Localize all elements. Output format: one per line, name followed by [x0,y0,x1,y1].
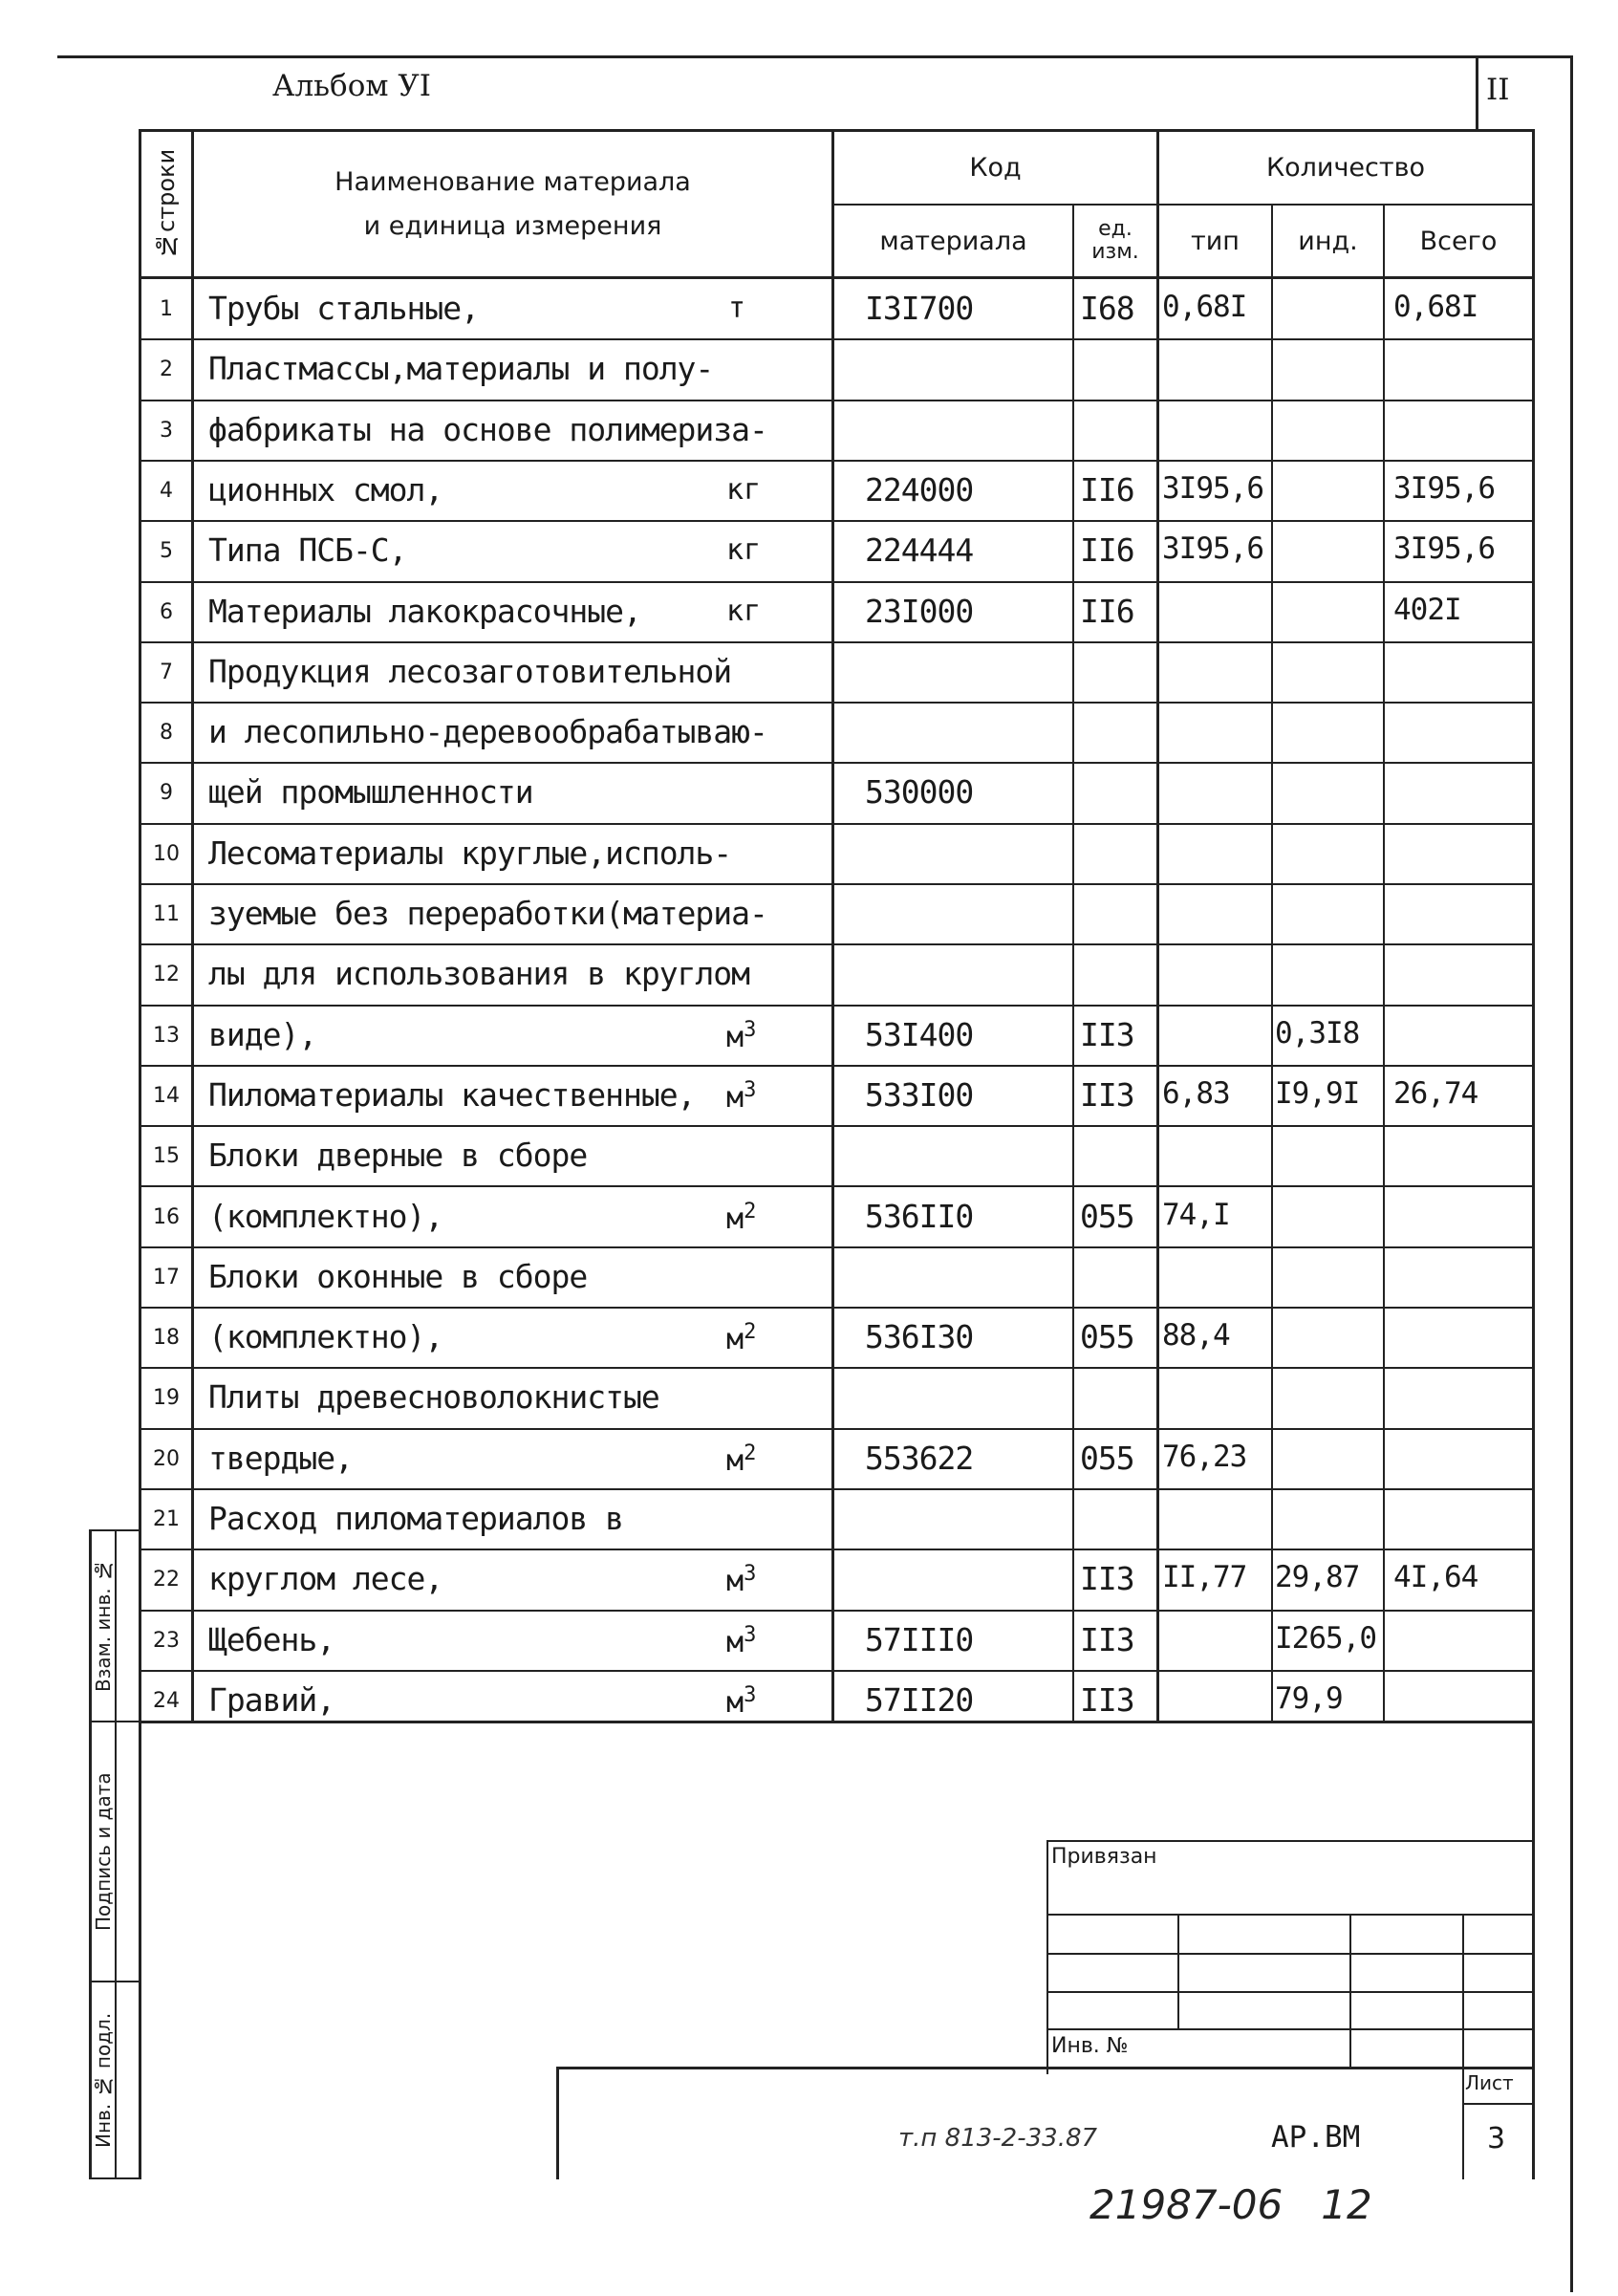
unit-exponent: 2 [744,1200,757,1224]
side-stamp-vzam-inv: Взам. инв. № [92,1559,115,1693]
album-title: Альбом УI [272,69,431,103]
row-divider-line [141,1065,1532,1067]
material-name: Типа ПСБ-С, [208,531,407,569]
row-divider-line [141,702,1532,704]
row-number: 19 [153,1386,180,1410]
privyazan-label: Привязан [1051,1845,1157,1869]
title-block-row-4 [1046,2028,1534,2030]
row-divider-line [141,400,1532,401]
uom-col-line [1072,206,1074,1722]
material-code: 536I30 [865,1318,974,1355]
material-name: виде), [208,1016,317,1053]
row-divider-line [141,1125,1532,1127]
header-qty-group: Количество [1265,153,1426,183]
material-name: Блоки оконные в сборе [208,1258,588,1295]
title-block-col-1 [1177,1914,1179,2028]
row-number: 3 [160,419,173,443]
unit-code: II6 [1080,531,1134,569]
row-number: 22 [153,1568,180,1592]
title-block-left [1046,1840,1048,2074]
material-name: твердые, [208,1440,353,1477]
unit-of-measure [726,595,761,628]
header-code-material: материала [879,226,1027,256]
qty-ind: 0,3I8 [1275,1016,1360,1051]
material-name: Пластмассы,материалы и полу- [208,350,714,387]
row-number: 14 [153,1084,180,1108]
ind-col-line [1271,206,1273,1722]
qty-total: 4I,64 [1393,1560,1478,1594]
material-code: 536II0 [865,1198,974,1235]
material-name: Гравий, [208,1681,335,1719]
row-divider-line [141,460,1532,462]
qty-type: 3I95,6 [1162,471,1263,506]
row-number: 2 [160,357,173,381]
header-code-group: Код [969,153,1022,183]
row-number: 6 [160,600,173,624]
title-block-col-2 [1349,1914,1351,2067]
header-qty-ind: инд. [1298,226,1358,256]
side-stamp-inv-podl: Инв. № подл. [92,2012,115,2148]
title-block-row-1 [1046,1914,1534,1916]
qty-total: 3I95,6 [1393,531,1495,566]
row-number: 7 [160,661,173,684]
unit-exponent: 2 [744,1320,757,1344]
material-name: Продукция лесозаготовительной [208,653,732,690]
footer-handwritten-number: 21987-06 12 [1089,2181,1372,2228]
unit-code: II6 [1080,471,1134,509]
row-number: 5 [160,539,173,563]
qty-type: 76,23 [1162,1440,1247,1474]
title-block-row-2 [1046,1953,1534,1955]
row-number: 16 [153,1205,180,1229]
inv-no-label: Инв. № [1051,2034,1129,2058]
unit-symbol: м [726,1323,744,1356]
unit-of-measure [726,1320,756,1356]
side-stamp-podpis-data: Подпись и дата [92,1772,115,1931]
unit-of-measure [726,473,761,507]
unit-of-measure [726,1441,756,1478]
unit-of-measure [726,1078,756,1115]
unit-of-measure [726,1018,756,1054]
unit-code: II3 [1080,1560,1134,1597]
unit-code: II3 [1080,1076,1134,1114]
qty-type: 74,I [1162,1198,1230,1232]
sheet-number-top: II [1486,73,1510,107]
material-name: Лесоматериалы круглые,исполь- [208,834,732,872]
table-bottom-line [139,1721,1535,1723]
row-divider-line [141,883,1532,885]
qty-type: 88,4 [1162,1318,1230,1353]
row-number: 15 [153,1144,180,1168]
list-label: Лист [1465,2071,1514,2094]
row-divider-line [141,762,1532,764]
row-number: 4 [160,479,173,503]
qty-total: 3I95,6 [1393,471,1495,506]
row-divider-line [141,520,1532,522]
doc-code: АР.ВМ [1271,2120,1361,2155]
header-row-number: №строки [153,148,180,260]
row-divider-line [141,1367,1532,1369]
material-name: зуемые без переработки(материа- [208,895,767,932]
row-number: 21 [153,1507,180,1531]
row-number: 10 [153,842,180,866]
header-qty-type: тип [1191,226,1240,256]
unit-symbol: т [728,292,746,325]
unit-of-measure [726,1200,756,1236]
side-stamp-inner-left [115,1529,117,2179]
unit-symbol: м [726,1686,744,1720]
material-name: круглом лесе, [208,1560,443,1597]
title-block-col-3 [1462,1914,1464,2179]
table-right-line [1532,129,1535,2179]
material-name: (комплектно), [208,1198,443,1235]
unit-symbol: кг [726,595,762,628]
material-name: Материалы лакокрасочные, [208,593,641,630]
row-number: 11 [153,902,180,926]
right-outer-line [1570,55,1573,2292]
row-number: 18 [153,1326,180,1350]
doc-code-handwritten: т.п 813-2-33.87 [898,2124,1098,2153]
unit-exponent: 3 [744,1018,757,1042]
unit-code: II3 [1080,1621,1134,1658]
unit-code: 055 [1080,1440,1134,1477]
row-divider-line [141,1670,1532,1672]
header-code-unit: ед. изм. [1091,217,1139,264]
row-number: 23 [153,1629,180,1653]
unit-symbol: м [726,1202,744,1236]
row-number: 24 [153,1689,180,1713]
unit-symbol: м [726,1444,744,1478]
unit-symbol: кг [726,473,762,507]
row-divider-line [141,1428,1532,1430]
title-block-main-top [556,2067,1535,2069]
unit-of-measure [726,1683,756,1720]
material-code: 57III0 [865,1621,974,1658]
qty-col-line [1156,129,1159,1722]
unit-symbol: кг [726,533,762,567]
unit-symbol: м [726,1021,744,1054]
side-stamp-bottom [89,2177,141,2179]
qty-type: 3I95,6 [1162,531,1263,566]
qty-type: II,77 [1162,1560,1247,1594]
header-bottom-line [139,276,1535,279]
row-divider-line [141,1549,1532,1550]
qty-total: 402I [1393,593,1461,627]
material-code: 224444 [865,531,974,569]
unit-code: II3 [1080,1681,1134,1719]
header-qty-total: Всего [1419,226,1498,256]
material-code: I3I700 [865,290,974,327]
list-value: 3 [1487,2122,1506,2155]
list-cell-divider [1462,2103,1534,2105]
row-divider-line [141,943,1532,945]
row-divider-line [141,338,1532,340]
unit-symbol: м [726,1081,744,1115]
material-name: Пиломатериалы качественные, [208,1076,696,1114]
material-name: Трубы стальные, [208,290,480,327]
title-block-row-3 [1046,1991,1534,1993]
unit-code: II3 [1080,1016,1134,1053]
unit-of-measure [726,533,761,567]
material-code: 553622 [865,1440,974,1477]
qty-total: 0,68I [1393,290,1478,324]
row-number: 20 [153,1447,180,1471]
row-divider-line [141,641,1532,643]
qty-ind: 29,87 [1275,1560,1360,1594]
row-divider-line [141,1488,1532,1490]
row-divider-line [141,823,1532,825]
material-name: щей промышленности [208,773,533,811]
row-divider-line [141,1610,1532,1612]
unit-exponent: 3 [744,1623,757,1647]
title-block-main-left [556,2067,559,2179]
unit-of-measure [726,1623,756,1659]
qty-total: 26,74 [1393,1076,1478,1111]
row-divider-line [141,1185,1532,1187]
unit-symbol: м [726,1626,744,1659]
material-code: 530000 [865,773,974,811]
unit-code: II6 [1080,593,1134,630]
unit-code: 055 [1080,1318,1134,1355]
material-code: 533I00 [865,1076,974,1114]
unit-code: 055 [1080,1198,1134,1235]
unit-exponent: 3 [744,1562,757,1586]
material-name: ционных смол, [208,471,443,509]
qty-type: 0,68I [1162,290,1247,324]
unit-symbol: м [726,1565,744,1598]
qty-ind: I265,0 [1275,1621,1376,1656]
unit-of-measure [728,292,745,325]
name-col-line [831,129,834,1722]
material-name: (комплектно), [208,1318,443,1355]
total-col-line [1383,206,1385,1722]
row-number: 1 [160,297,173,321]
unit-exponent: 3 [744,1683,757,1707]
title-block-top [1046,1840,1534,1842]
unit-of-measure [726,1562,756,1598]
material-name: и лесопильно-деревообрабатываю- [208,713,767,750]
qty-ind: 79,9 [1275,1681,1343,1716]
header-material-name: Наименование материала и единица измерения [334,166,691,241]
qty-ind: I9,9I [1275,1076,1360,1111]
material-name: лы для использования в круглом [208,955,750,992]
row-divider-line [141,1246,1532,1248]
material-name: Расход пиломатериалов в [208,1500,623,1537]
row-number: 17 [153,1266,180,1289]
material-code: 23I000 [865,593,974,630]
qty-type: 6,83 [1162,1076,1230,1111]
row-number: 12 [153,963,180,986]
material-name: Плиты древесноволокнистые [208,1378,659,1416]
material-code: 224000 [865,471,974,509]
material-name: Щебень, [208,1621,335,1658]
material-name: Блоки дверные в сборе [208,1137,588,1174]
material-name: фабрикаты на основе полимериза- [208,411,767,448]
row-divider-line [141,1005,1532,1007]
row-divider-line [141,581,1532,583]
row-number: 13 [153,1024,180,1048]
row-divider-line [141,1307,1532,1309]
material-code: 53I400 [865,1016,974,1053]
material-code: 57II20 [865,1681,974,1719]
unit-exponent: 3 [744,1078,757,1102]
row-number: 8 [160,721,173,745]
unit-code: I68 [1080,290,1134,327]
row-number: 9 [160,781,173,805]
sheet-box-left-line [1476,55,1478,132]
top-border-line [57,55,1573,58]
unit-exponent: 2 [744,1441,757,1465]
num-col-line [191,129,194,1722]
